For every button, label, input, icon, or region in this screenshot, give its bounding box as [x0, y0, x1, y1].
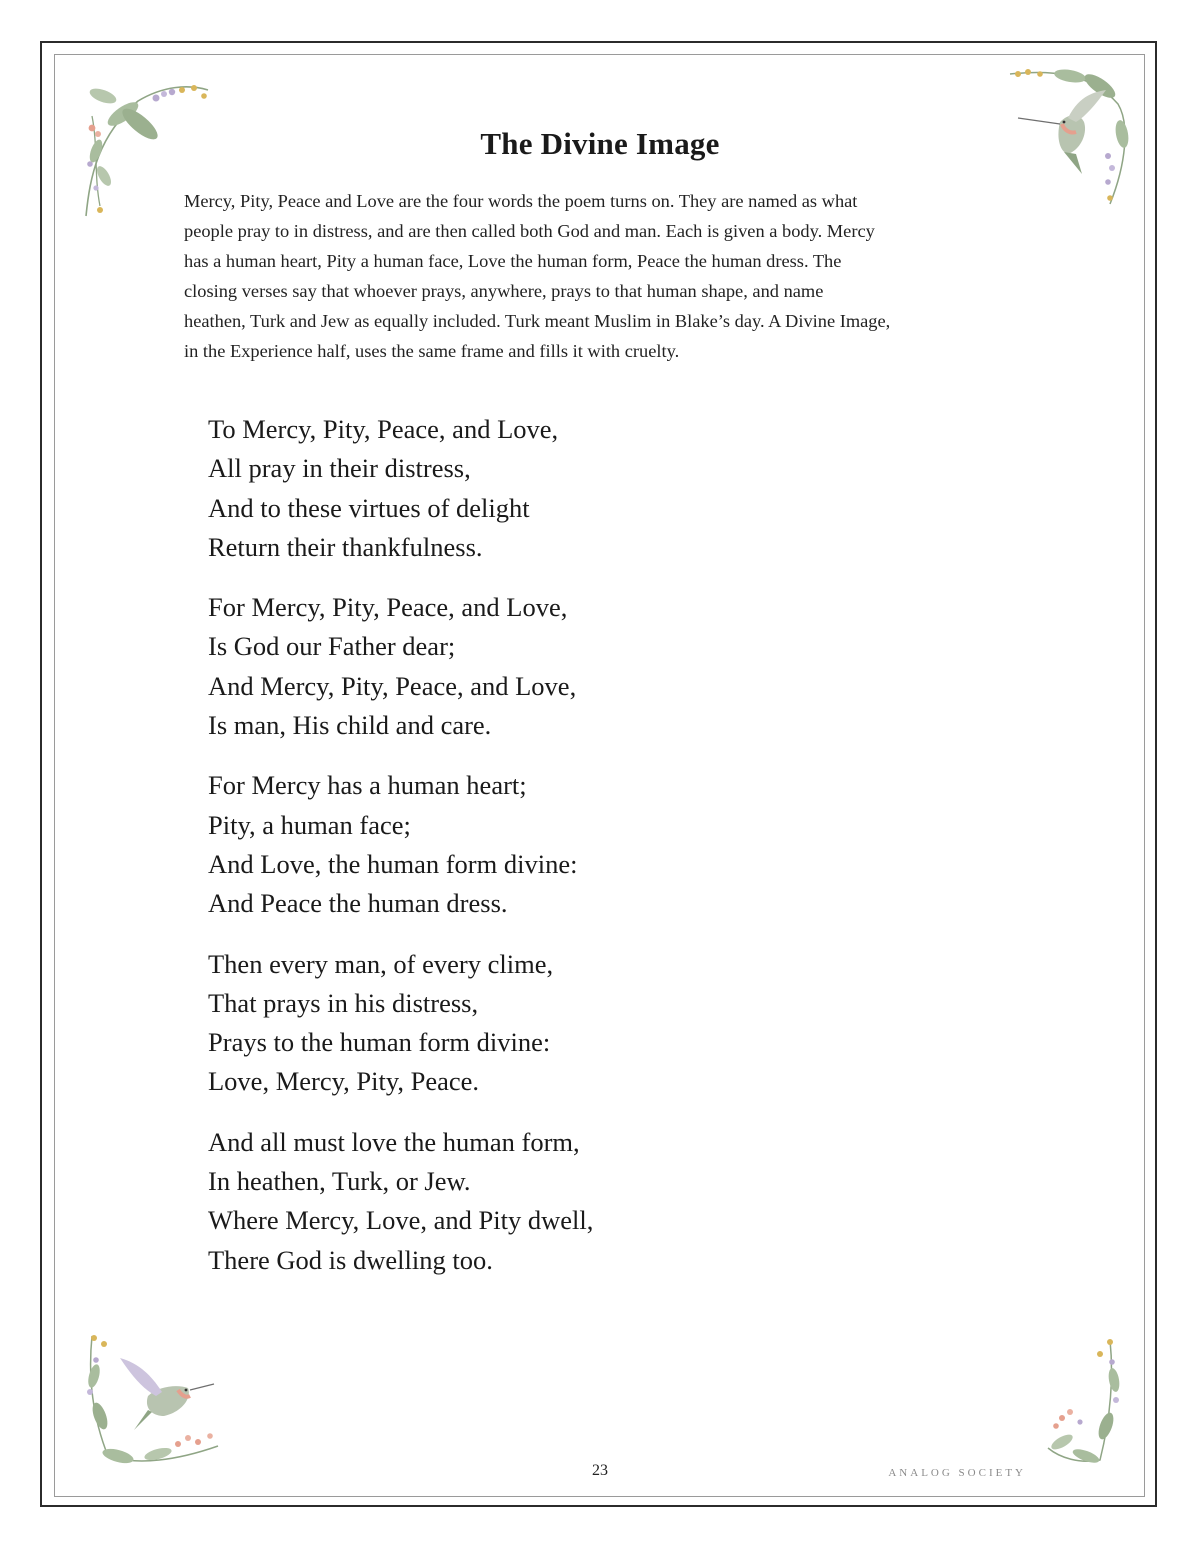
page-title: The Divine Image: [480, 126, 720, 161]
intro-paragraph: [184, 186, 1034, 366]
floral-corner-icon: [1000, 1330, 1150, 1480]
stanza: [208, 766, 908, 923]
verse-line: And Love, the human form divine:: [208, 848, 578, 879]
intro-line: in the Experience half, uses the same frame and fills it with cruelty.: [184, 341, 680, 361]
publisher-mark: ANALOG SOCIETY: [888, 1467, 1026, 1479]
verse-line: And to these virtues of delight: [208, 492, 530, 523]
hummingbird-floral-icon: [78, 1326, 228, 1476]
intro-line: people pray to in distress, and are then called both God and man. Each is given a body. Mercy: [184, 221, 875, 241]
verse-line: There God is dwelling too.: [208, 1244, 493, 1275]
verse-line: Is God our Father dear;: [208, 631, 456, 662]
verse-line: Pity, a human face;: [208, 809, 411, 840]
intro-line: Mercy, Pity, Peace and Love are the four words the poem turns on. They are named as what: [184, 191, 858, 211]
verse-line: To Mercy, Pity, Peace, and Love,: [208, 414, 559, 444]
verse-line: Then every man, of every clime,: [208, 948, 554, 979]
verse-line: Love, Mercy, Pity, Peace.: [208, 1066, 480, 1097]
stanza: [208, 1123, 908, 1280]
verse-line: That prays in his distress,: [208, 987, 479, 1018]
poem-body: [208, 410, 908, 1301]
verse-line: Is man, His child and care.: [208, 710, 492, 741]
verse-line: Prays to the human form divine:: [208, 1027, 551, 1058]
stanza: [208, 588, 908, 745]
verse-line: And all must love the human form,: [208, 1126, 580, 1157]
page-number: 23: [592, 1462, 608, 1479]
verse-line: All pray in their distress,: [208, 453, 471, 484]
stanza: [208, 410, 908, 567]
verse-line: And Mercy, Pity, Peace, and Love,: [208, 670, 577, 701]
intro-line: heathen, Turk and Jew as equally included. Turk meant Muslim in Blake’s day. A Divine Image,: [184, 311, 891, 331]
verse-line: In heathen, Turk, or Jew.: [208, 1166, 471, 1197]
verse-line: And Peace the human dress.: [208, 888, 508, 919]
intro-line: has a human heart, Pity a human face, Love the human form, Peace the human dress. The: [184, 251, 842, 271]
verse-line: For Mercy has a human heart;: [208, 770, 527, 801]
verse-line: For Mercy, Pity, Peace, and Love,: [208, 592, 568, 623]
verse-line: Return their thankfulness.: [208, 531, 483, 562]
stanza: [208, 945, 908, 1102]
verse-line: Where Mercy, Love, and Pity dwell,: [208, 1205, 594, 1236]
intro-line: closing verses say that whoever prays, anywhere, prays to that human shape, and name: [184, 281, 824, 301]
